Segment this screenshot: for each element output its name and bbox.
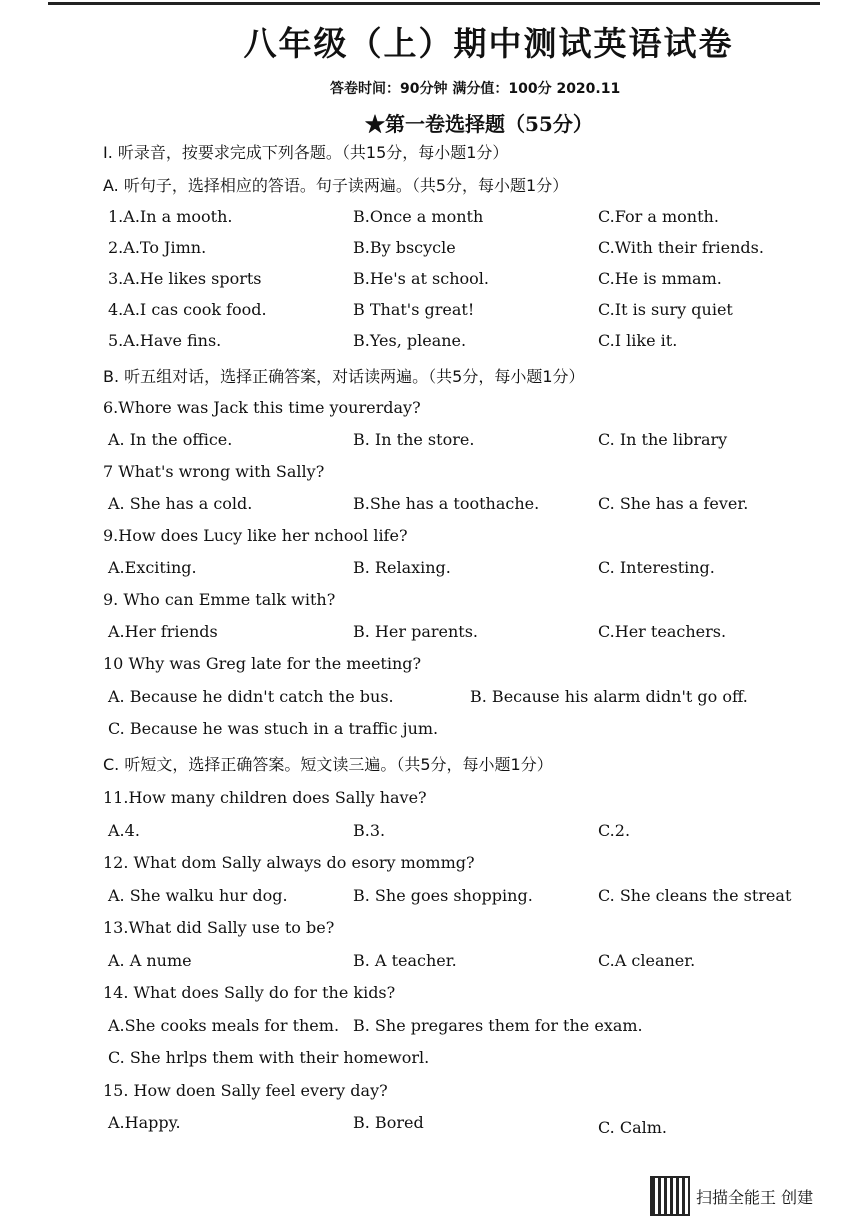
part1-heading: I. 听录音，按要求完成下列各题。（共15分，每小题1分）	[103, 143, 509, 162]
option: A. She has a cold.	[108, 494, 253, 513]
option: B. Because his alarm didn't go off.	[470, 687, 748, 706]
option: C. In the library	[598, 430, 728, 449]
option: A.Her friends	[108, 622, 218, 641]
question-stem: 13.What did Sally use to be?	[103, 918, 335, 937]
option: 4.A.I cas cook food.	[108, 300, 267, 319]
option: B. She goes shopping.	[353, 886, 533, 905]
option: B. Bored	[353, 1113, 424, 1132]
option: C.A cleaner.	[598, 951, 696, 970]
question-stem: 14. What does Sally do for the kids?	[103, 983, 396, 1002]
option: C.2.	[598, 821, 631, 840]
option: C.I like it.	[598, 331, 678, 350]
option: C.For a month.	[598, 207, 719, 226]
option: B.He's at school.	[353, 269, 489, 288]
option: A. Because he didn't catch the bus.	[108, 687, 394, 706]
option: C. She cleans the streat	[598, 886, 792, 905]
option: B. Her parents.	[353, 622, 479, 641]
question-stem: 9.How does Lucy like her nchool life?	[103, 526, 408, 545]
option: B. In the store.	[353, 430, 475, 449]
option: B.3.	[353, 821, 386, 840]
option: A.Exciting.	[108, 558, 197, 577]
option: B.Once a month	[353, 207, 484, 226]
part1-sub-c: C. 听短文，选择正确答案。短文读三遍。（共5分，每小题1分）	[103, 755, 553, 774]
option: A.4.	[108, 821, 140, 840]
option: C. She has a fever.	[598, 494, 749, 513]
question-stem: 9. Who can Emme talk with?	[103, 590, 336, 609]
option: A.She cooks meals for them.	[108, 1016, 340, 1035]
option: 5.A.Have fins.	[108, 331, 222, 350]
option: B That's great!	[353, 300, 475, 319]
top-border	[48, 2, 820, 5]
option: A.Happy.	[108, 1113, 181, 1132]
exam-meta: 答卷时间：90分钟 满分值：100分 2020.11	[330, 81, 621, 97]
option: C. Because he was stuch in a traffic jum.	[108, 719, 439, 738]
option: 2.A.To Jimn.	[108, 238, 207, 257]
option: B. She pregares them for the exam.	[353, 1016, 643, 1035]
option: A. A nume	[108, 951, 192, 970]
option: B.Yes, pleane.	[353, 331, 467, 350]
option: 3.A.He likes sports	[108, 269, 262, 288]
option: C. She hrlps them with their homeworl.	[108, 1048, 430, 1067]
question-stem: 15. How doen Sally feel every day?	[103, 1081, 388, 1100]
question-stem: 7 What's wrong with Sally?	[103, 462, 325, 481]
question-stem: 10 Why was Greg late for the meeting?	[103, 654, 422, 673]
option: B.By bscycle	[353, 238, 456, 257]
qr-code-icon	[650, 1176, 690, 1216]
scanner-label: 扫描全能王 创建	[696, 1187, 814, 1207]
option: C.He is mmam.	[598, 269, 722, 288]
question-stem: 11.How many children does Sally have?	[103, 788, 427, 807]
section-heading: ★第一卷选择题（55分）	[365, 112, 593, 136]
option: C.It is sury quiet	[598, 300, 733, 319]
option: A. In the office.	[108, 430, 233, 449]
option: 1.A.In a mooth.	[108, 207, 233, 226]
option: B. Relaxing.	[353, 558, 451, 577]
option: C. Calm.	[598, 1118, 667, 1137]
part1-sub-a: A. 听句子，选择相应的答语。句子读两遍。（共5分，每小题1分）	[103, 176, 569, 195]
part1-sub-b: B. 听五组对话，选择正确答案，对话读两遍。（共5分，每小题1分）	[103, 367, 585, 386]
option: C. Interesting.	[598, 558, 715, 577]
question-stem: 6.Whore was Jack this time yourerday?	[103, 398, 421, 417]
option: B. A teacher.	[353, 951, 457, 970]
scanner-watermark	[650, 1176, 813, 1216]
question-stem: 12. What dom Sally always do esory mommg?	[103, 853, 475, 872]
page-title: 八年级（上）期中测试英语试卷	[243, 24, 734, 63]
option: A. She walku hur dog.	[108, 886, 288, 905]
option: B.She has a toothache.	[353, 494, 540, 513]
option: C.With their friends.	[598, 238, 764, 257]
option: C.Her teachers.	[598, 622, 727, 641]
